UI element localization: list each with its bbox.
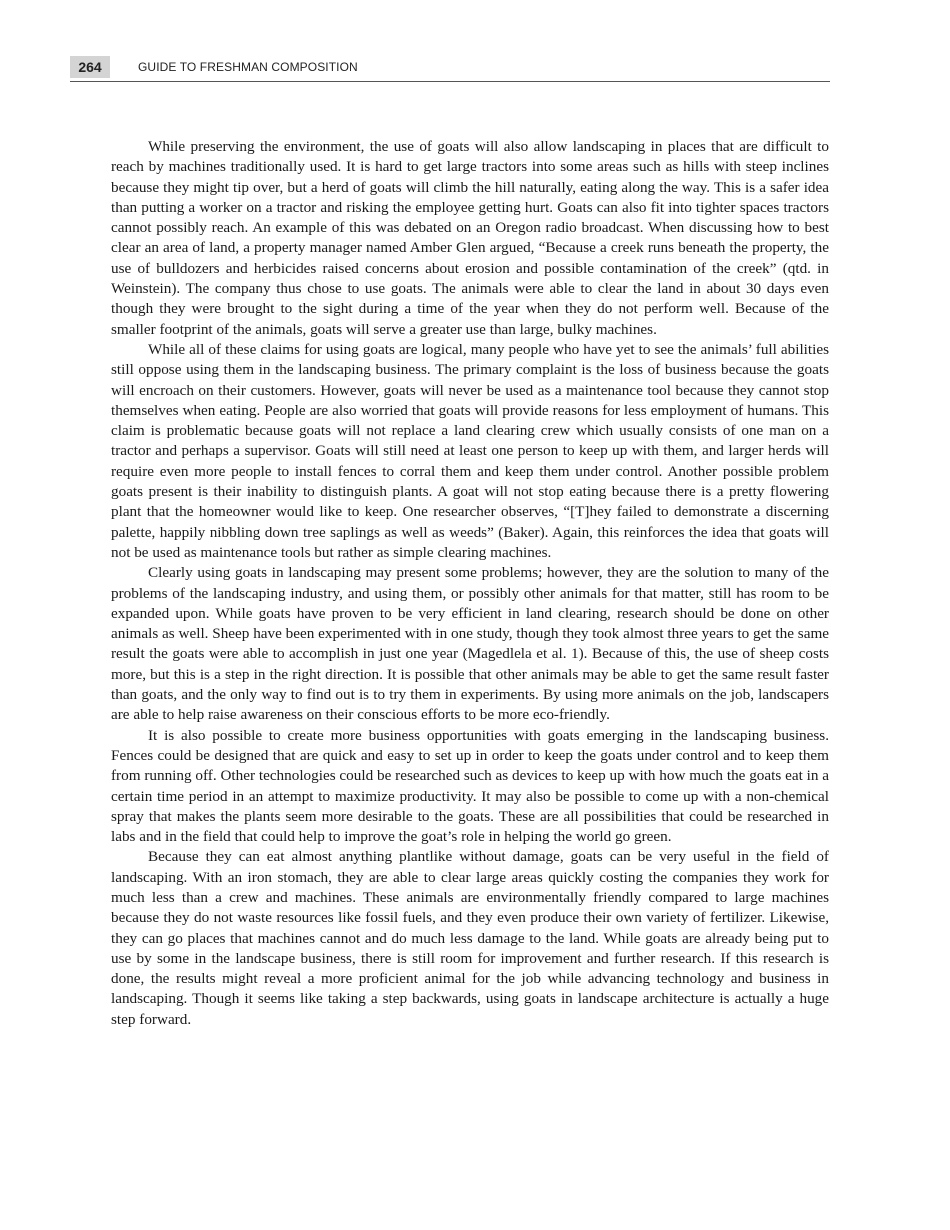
body-text: [111, 137, 829, 1030]
page-number: 264: [70, 56, 110, 78]
paragraph: Because they can eat almost anything plantlike without damage, goats can be very useful in the field of landscaping. With an iron stomach, they are able to clear large areas quickly costing the companies they work for much less than a crew and machines. These animals are environmentally friendly compared to large machines because they do not waste resources like fossil fuels, and they even produce their own variety of fertilizer. Likewise, they can go places that machines cannot and do much less damage to the land. While goats are already being put to use by some in the landscape business, there is still room for improvement and further research. If this research is done, the results might reveal a more proficient animal for the job while advancing technology and business in landscaping. Though it seems like taking a step backwards, using goats in landscape architecture is actually a huge step forward.: [111, 848, 829, 1028]
page-header: [70, 55, 830, 82]
paragraph: While preserving the environment, the use of goats will also allow landscaping in places that are difficult to reach by machines traditionally used. It is hard to get large tractors into some areas such as hills with steep inclines because they might tip over, but a herd of goats will climb the hill naturally, eating along the way. This is a safer idea than putting a worker on a tractor and risking the employee getting hurt. Goats can also fit into tighter spaces tractors cannot possibly reach. An example of this was debated on an Oregon radio broadcast. When discussing how to best clear an area of land, a property manager named Amber Glen argued, “Because a creek runs beneath the property, the use of bulldozers and herbicides raised concerns about erosion and possible contamination of the creek” (qtd. in Weinstein). The company thus chose to use goats. The animals were able to clear the land in about 30 days even though they were brought to the sight during a time of the year when they do not perform well. Because of the smaller footprint of the animals, goats will serve a greater use than large, bulky machines.: [111, 138, 829, 338]
running-head: GUIDE TO FRESHMAN COMPOSITION: [138, 60, 358, 74]
paragraph: While all of these claims for using goats are logical, many people who have yet to see the animals’ full abilities still oppose using them in the landscaping business. The primary complaint is the loss of business because the goats will encroach on their customers. However, goats will never be used as a maintenance tool because they cannot stop themselves when eating. People are also worried that goats will provide reasons for less employment of humans. This claim is problematic because goats will not replace a land clearing crew which usually consists of one man on a tractor and perhaps a supervisor. Goats will still need at least one person to keep up with them, and larger herds will require even more people to install fences to corral them and keep them under control. Another possible problem goats present is their inability to distinguish plants. A goat will not stop eating because there is a pretty flowering plant that the homeowner would like to keep. One researcher observes, “[T]hey failed to demonstrate a discerning palette, happily nibbling down tree saplings as well as weeds” (Baker). Again, this reinforces the idea that goats will not be used as maintenance tools but rather as simple clearing machines.: [111, 340, 829, 561]
paragraph: Clearly using goats in landscaping may present some problems; however, they are the solution to many of the problems of the landscaping industry, and using them, or possibly other animals for that matter, still has room to be expanded upon. While goats have proven to be very efficient in land clearing, research should be done on other animals as well. Sheep have been experimented with in one study, though they took almost three years to get the same result the goats were able to accomplish in just one year (Magedlela et al. 1). Because of this, the use of sheep costs more, but this is a step in the right direction. It is possible that other animals may be able to get the same result faster than goats, and the only way to find out is to try them in experiments. By using more animals on the job, landscapers are able to help raise awareness on their conscious efforts to be more eco-friendly.: [111, 564, 829, 724]
paragraph: It is also possible to create more business opportunities with goats emerging in the landscaping business. Fences could be designed that are quick and easy to set up in order to keep the goats under control and to keep them from running off. Other technologies could be researched such as devices to keep up with how much the goats eat in a certain time period in an attempt to maximize productivity. It may also be possible to come up with a non-chemical spray that makes the plants seem more desirable to the goats. These are all possibilities that could be researched in labs and in the field that could help to improve the goat’s role in helping the world go green.: [111, 726, 829, 846]
